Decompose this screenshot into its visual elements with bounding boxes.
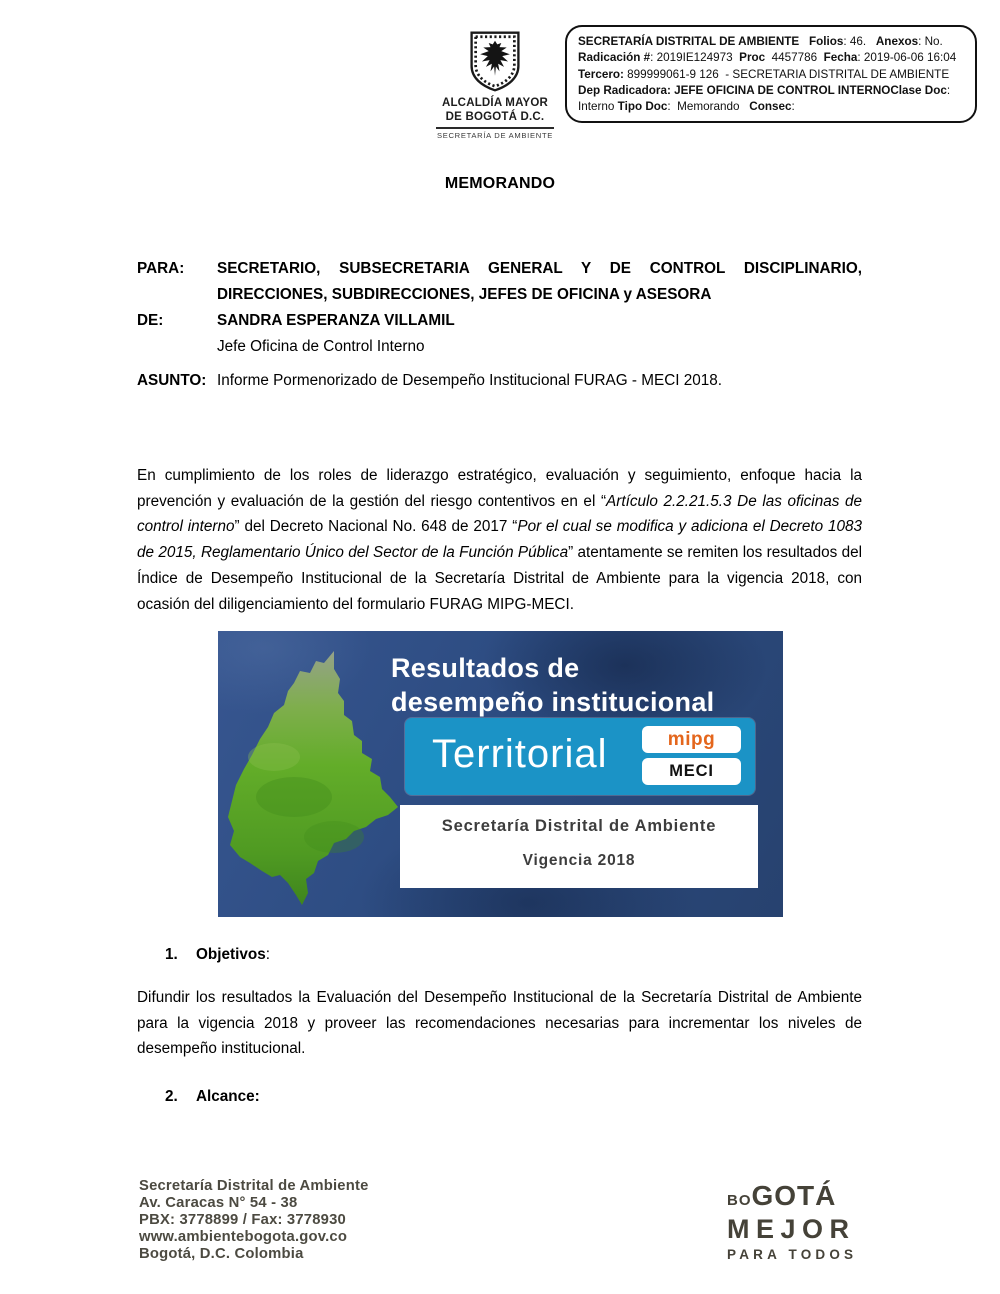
section-2-heading: [165, 1088, 260, 1106]
stamp-tercero-value: 899999061-9 126 - SECRETARIA DISTRITAL DE AMBIENTE: [623, 67, 950, 81]
stamp-proc-value: 4457786: [765, 51, 824, 65]
banner-vigencia-label: Vigencia 2018: [522, 852, 636, 869]
bmt-line-mejor: MEJOR: [727, 1214, 856, 1244]
field-row-para: [137, 256, 862, 307]
body-seg3: ” del Decreto Nacional No. 648 de 2017 “: [234, 518, 518, 536]
banner-info-box: [400, 805, 758, 888]
body-paragraph: [137, 463, 862, 617]
asunto-label: ASUNTO:: [137, 372, 207, 390]
footer-website: www.ambientebogota.gov.co: [139, 1229, 348, 1245]
stamp-line-2: [578, 50, 966, 66]
section-1-title: Objetivos: [196, 946, 266, 963]
bmt-bo: BO: [727, 1192, 752, 1209]
stamp-dep-radicadora: Dep Radicadora: JEFE OFICINA DE CONTROL INTERNO: [578, 83, 891, 97]
banner-org-label: Secretaría Distrital de Ambiente: [441, 817, 717, 835]
stamp-anexos-value: : No.: [918, 35, 943, 48]
stamp-radicacion-label: Radicación #: [578, 51, 651, 65]
alcaldia-logo-block: [430, 30, 560, 140]
de-sender-name: SANDRA ESPERANZA VILLAMIL: [217, 312, 455, 330]
footer-phone: PBX: 3778899 / Fax: 3778930: [139, 1212, 346, 1228]
banner-title: [391, 651, 714, 719]
stamp-clase-doc-value: Interno: [578, 100, 618, 114]
stamp-folios-value: : 46.: [843, 35, 876, 48]
stamp-entity: SECRETARÍA DISTRITAL DE AMBIENTE: [578, 35, 800, 48]
footer-address-block: [139, 1178, 369, 1263]
banner-title-line1: Resultados de: [391, 653, 580, 683]
mipg-logo-text: mipg: [667, 728, 716, 750]
meci-badge: [642, 758, 741, 785]
stamp-fecha-label: Fecha: [823, 51, 858, 65]
footer-org: Secretaría Distrital de Ambiente: [139, 1178, 369, 1194]
logo-name-line1: ALCALDÍA MAYOR: [441, 97, 549, 109]
para-value: SECRETARIO, SUBSECRETARIA GENERAL Y DE CONTROL DISCIPLINARIO, DIRECCIONES, SUBDIRECCIONES, JEFES DE OFICINA y ASESORA: [217, 260, 862, 303]
stamp-tipo-doc-label: Tipo Doc: [617, 100, 668, 114]
stamp-fecha-value: : 2019-06-06 16:04: [857, 51, 957, 65]
field-row-asunto: [137, 368, 862, 394]
stamp-line-3: [578, 67, 966, 83]
stamp-consec-colon: :: [791, 100, 795, 114]
body-seg4-italic: Por el cual se modifica y adiciona el Decreto 1083 de 2015, Reglamentario Único del Sector de la Función Pública: [137, 518, 863, 562]
bogota-mejor-para-todos-logo: [727, 1181, 857, 1264]
logo-department-label: SECRETARÍA DE AMBIENTE: [436, 131, 554, 140]
footer-city: Bogotá, D.C. Colombia: [139, 1246, 304, 1262]
de-value: [217, 308, 862, 359]
radicacion-stamp-box: [565, 25, 977, 123]
footer-address: Av. Caracas N° 54 - 38: [139, 1195, 298, 1211]
body-seg5: ” atentamente se remiten los resultados del Índice de Desempeño Institucional de la Secretaría Distrital de Ambiente para la vigencia 2018, con ocasión del diligenciamiento del formulario FURAG MIPG-MECI.: [137, 544, 862, 613]
stamp-anexos-label: Anexos: [875, 35, 919, 48]
bmt-line-para-todos: PARA TODOS: [727, 1247, 858, 1262]
stamp-line-5: [578, 99, 966, 115]
field-row-de: [137, 308, 862, 359]
stamp-clase-doc-label: Clase Doc: [890, 83, 947, 97]
section-1-paragraph: Difundir los resultados la Evaluación del Desempeño Institucional de la Secretaría Distrital de Ambiente para la vigencia 2018 y proveer las recomendaciones necesarias para incrementar los niveles de desempeño institucional.: [137, 989, 862, 1058]
logo-entity-name: [430, 97, 560, 124]
logo-divider: [436, 127, 554, 129]
stamp-tipo-doc-value: : Memorando: [667, 100, 750, 114]
section-1-number: 1.: [165, 946, 178, 963]
de-label: DE:: [137, 312, 164, 330]
territorial-band: [405, 718, 755, 795]
section-2-title: Alcance:: [196, 1088, 260, 1105]
memo-fields: [137, 256, 862, 394]
stamp-clase-doc-colon: :: [946, 83, 951, 97]
mipg-badge: [642, 726, 741, 753]
section-1-colon: :: [265, 946, 270, 963]
logo-name-line2: DE BOGOTÁ D.C.: [445, 110, 545, 123]
section-1-heading: [165, 946, 270, 964]
meci-logo-text: MECI: [669, 762, 714, 780]
bogota-coat-of-arms-icon: [468, 30, 522, 93]
territorial-label: Territorial: [432, 732, 608, 776]
stamp-folios-label: Folios: [808, 35, 844, 48]
stamp-line-4: [578, 83, 966, 99]
stamp-spacer: [799, 35, 809, 48]
stamp-radicacion-value: : 2019IE124973: [650, 51, 740, 65]
para-label: PARA:: [137, 260, 185, 277]
bmt-line-bogota: [727, 1181, 857, 1216]
body-seg1: En cumplimiento de los roles de liderazgo estratégico, evaluación y seguimiento, enfoque hacia la prevención y evaluación de la gestión del riesgo contentivos en el “: [137, 467, 862, 510]
asunto-value: Informe Pormenorizado de Desempeño Institucional FURAG - MECI 2018.: [217, 372, 723, 390]
de-sender-title: Jefe Oficina de Control Interno: [217, 337, 425, 355]
stamp-consec-label: Consec: [749, 100, 792, 114]
furag-results-banner: [218, 631, 783, 917]
body-seg2-italic: Artículo 2.2.21.5.3 De las oficinas de control interno: [137, 492, 862, 536]
memo-title: MEMORANDO: [444, 175, 556, 192]
bmt-gota: GOTÁ: [751, 1180, 837, 1211]
stamp-line-1: [578, 34, 966, 50]
banner-title-line2: desempeño institucional: [391, 687, 715, 717]
section-2-number: 2.: [165, 1088, 178, 1105]
stamp-proc-label: Proc: [739, 51, 766, 65]
stamp-tercero-label: Tercero:: [578, 67, 624, 81]
